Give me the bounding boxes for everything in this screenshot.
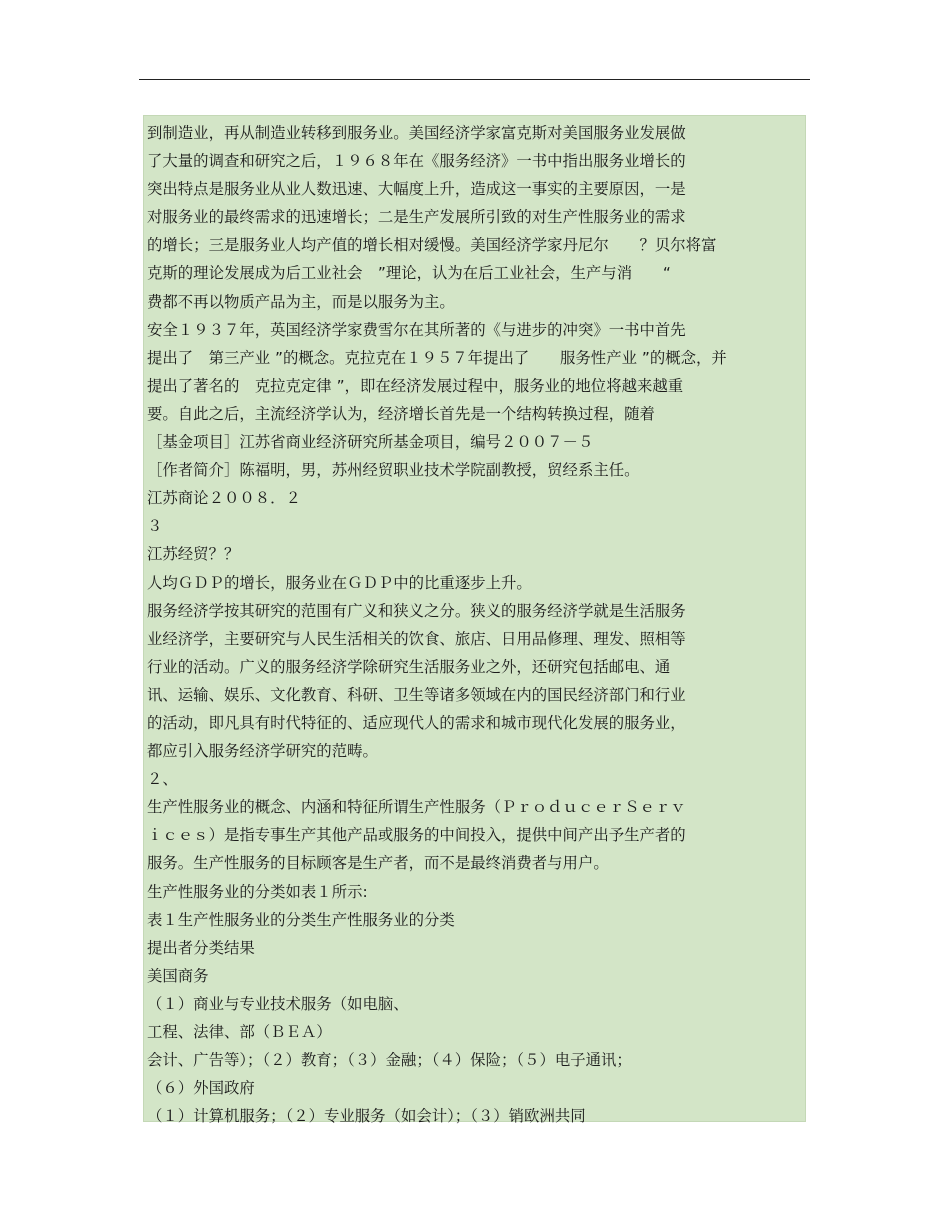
text-line: 了大量的调查和研究之后，１９６８年在《服务经济》一书中指出服务业增长的 bbox=[147, 152, 686, 171]
text-line: ［作者简介］陈福明，男，苏州经贸职业技术学院副教授，贸经系主任。 bbox=[147, 461, 640, 480]
text-line: 突出特点是服务业从业人数迅速、大幅度上升，造成这一事实的主要原因，一是 bbox=[147, 180, 686, 199]
text-line: 到制造业，再从制造业转移到服务业。美国经济学家富克斯对美国服务业发展做 bbox=[147, 124, 686, 142]
text-line: ｉｃｅｓ）是指专事生产其他产品或服务的中间投入，提供中间产出予生产者的 bbox=[147, 826, 686, 845]
text-line: 生产性服务业的概念、内涵和特征所谓生产性服务（ＰｒｏｄｕｃｅｒＳｅｒｖ bbox=[147, 798, 686, 817]
text-line: 表１生产性服务业的分类生产性服务业的分类 bbox=[147, 910, 455, 929]
text-line: 都应引入服务经济学研究的范畴。 bbox=[147, 742, 378, 761]
text-line: 讯、运输、娱乐、文化教育、科研、卫生等诸多领域在内的国民经济部门和行业 bbox=[147, 685, 686, 704]
text-line: 提出者分类结果 bbox=[147, 938, 255, 957]
text-line: 业经济学，主要研究与人民生活相关的饮食、旅店、日用品修理、理发、照相等 bbox=[147, 629, 686, 648]
text-line: 对服务业的最终需求的迅速增长；二是生产发展所引致的对生产性服务业的需求 bbox=[147, 208, 686, 227]
text-line: 的活动，即凡具有时代特征的、适应现代人的需求和城市现代化发展的服务业， bbox=[147, 713, 686, 732]
text-line: 的增长；三是服务业人均产值的增长相对缓慢。美国经济学家丹尼尔 ？贝尔将富 bbox=[147, 236, 717, 255]
text-line: 美国商务 bbox=[147, 966, 209, 985]
document-text-block bbox=[143, 115, 806, 1126]
text-line: 人均ＧＤＰ的增长，服务业在ＧＤＰ中的比重逐步上升。 bbox=[147, 573, 532, 592]
text-line: ３ bbox=[147, 517, 163, 536]
text-line: 会计、广告等）；（２）教育；（３）金融；（４）保险；（５）电子通讯； bbox=[147, 1051, 632, 1070]
text-line: 提出了 第三产业 ”的概念。克拉克在１９５７年提出了 服务性产业 ”的概念，并 bbox=[147, 348, 727, 367]
text-line: 江苏商论２００８．２ bbox=[147, 489, 301, 508]
text-line: 行业的活动。广义的服务经济学除研究生活服务业之外，还研究包括邮电、通 bbox=[147, 657, 671, 676]
text-line: 要。自此之后，主流经济学认为，经济增长首先是一个结构转换过程，随着 bbox=[147, 404, 655, 423]
text-line: 服务经济学按其研究的范围有广义和狭义之分。狭义的服务经济学就是生活服务 bbox=[147, 601, 686, 620]
text-line: ２、 bbox=[147, 770, 178, 789]
header-rule bbox=[139, 79, 810, 80]
text-line: 生产性服务业的分类如表１所示: bbox=[147, 882, 368, 901]
text-line: ［基金项目］江苏省商业经济研究所基金项目，编号２００７－５ bbox=[147, 433, 594, 452]
text-line: 工程、法律、部（ＢＥＡ） bbox=[147, 1023, 332, 1041]
text-line: （６）外国政府 bbox=[147, 1079, 255, 1098]
text-line: 江苏经贸？？ bbox=[147, 545, 240, 564]
text-line: （１）计算机服务；（２）专业服务（如会计）；（３）销欧洲共同 bbox=[147, 1107, 586, 1126]
text-line: （１）商业与专业技术服务（如电脑、 bbox=[147, 994, 409, 1013]
text-line: 服务。生产性服务的目标顾客是生产者，而不是最终消费者与用户。 bbox=[147, 854, 609, 873]
text-line: 克斯的理论发展成为后工业社会 ”理论，认为在后工业社会，生产与消 “ bbox=[147, 264, 671, 283]
text-line: 提出了著名的 克拉克定律 ”，即在经济发展过程中，服务业的地位将越来越重 bbox=[147, 376, 684, 395]
text-line: 安全１９３７年，英国经济学家费雪尔在其所著的《与进步的冲突》一书中首先 bbox=[147, 320, 686, 339]
text-line: 费都不再以物质产品为主，而是以服务为主。 bbox=[147, 292, 455, 311]
